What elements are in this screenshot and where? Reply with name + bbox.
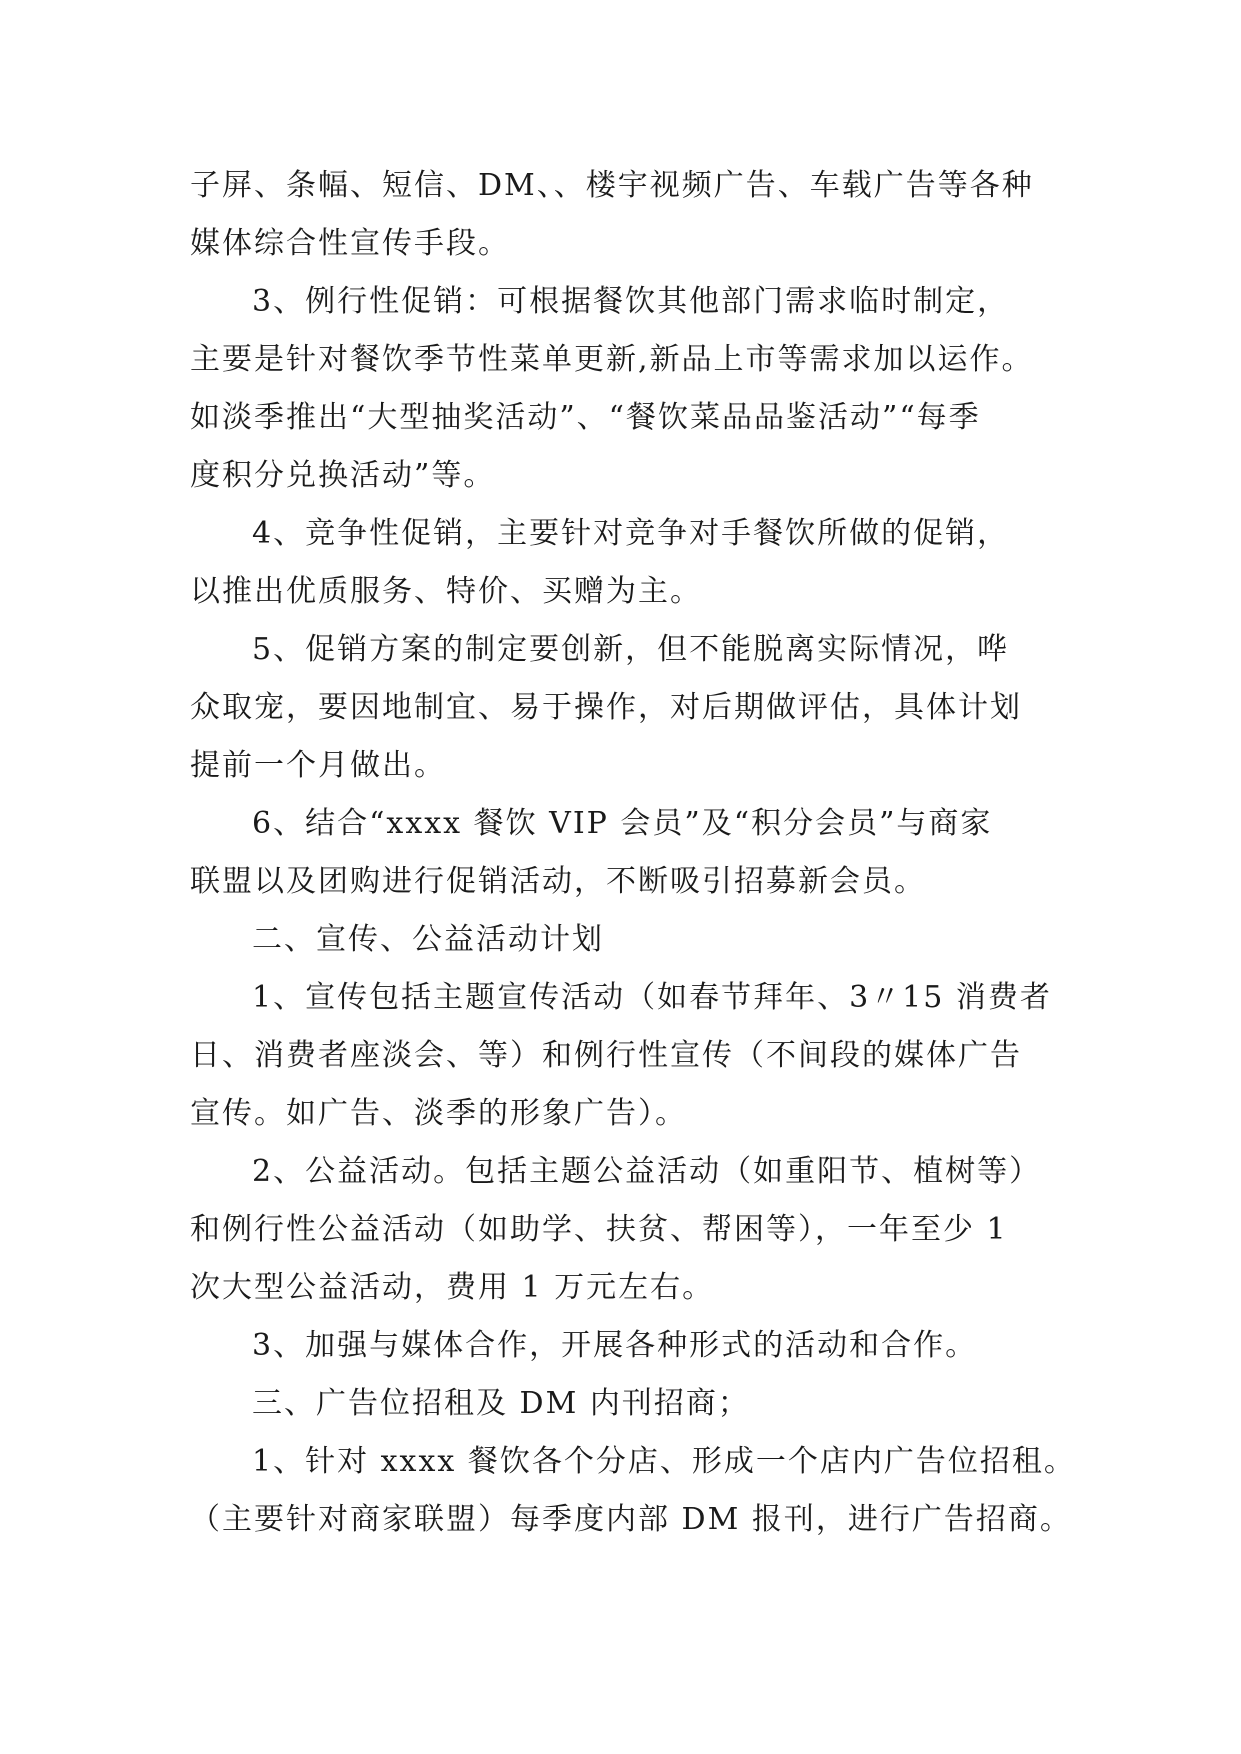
- text-line: 日、消费者座淡会、等）和例行性宣传（不间段的媒体广告: [190, 1038, 1022, 1073]
- document-body: [190, 157, 1076, 1549]
- text-line: 3、加强与媒体合作，开展各种形式的活动和合作。: [252, 1328, 978, 1363]
- text-line: 1、针对 xxxx 餐饮各个分店、形成一个店内广告位招租。: [252, 1444, 1076, 1479]
- text-line: 5、促销方案的制定要创新，但不能脱离实际情况，哗: [252, 632, 1010, 667]
- paragraph-promotion-plan: [190, 621, 1070, 795]
- text-line: 主要是针对餐饮季节性菜单更新,新品上市等需求加以运作。: [190, 342, 1034, 377]
- text-line: 2、公益活动。包括主题公益活动（如重阳节、植树等）: [252, 1154, 1042, 1189]
- text-line: 宣传。如广告、淡季的形象广告）。: [190, 1096, 687, 1131]
- paragraph-competitive-promotion: [190, 505, 1070, 621]
- paragraph-public-welfare: [190, 1143, 1070, 1317]
- paragraph-vip-members: [190, 795, 1070, 911]
- section-heading-publicity: [190, 911, 1070, 969]
- paragraph-ad-rental: [190, 1433, 1076, 1549]
- text-line: 提前一个月做出。: [190, 748, 446, 783]
- text-line: 媒体综合性宣传手段。: [190, 226, 510, 261]
- text-line: 6、结合“xxxx 餐饮 VIP 会员”及“积分会员”与商家: [252, 806, 993, 841]
- text-line: 和例行性公益活动（如助学、扶贫、帮困等），一年至少 1: [190, 1212, 1008, 1247]
- text-line: 以推出优质服务、特价、买赠为主。: [190, 574, 702, 609]
- text-line: 度积分兑换活动”等。: [190, 458, 496, 493]
- paragraph-media-cooperation: [190, 1317, 1070, 1375]
- text-line: 3、例行性促销：可根据餐饮其他部门需求临时制定，: [252, 284, 1010, 319]
- text-line: 子屏、条幅、短信、DM、、楼宇视频广告、车载广告等各种: [190, 168, 1034, 203]
- paragraph-media-list: [190, 157, 1070, 273]
- section-heading: 二、宣传、公益活动计划: [252, 922, 604, 957]
- section-heading: 三、广告位招租及 DM 内刊招商；: [252, 1386, 750, 1421]
- text-line: 联盟以及团购进行促销活动，不断吸引招募新会员。: [190, 864, 926, 899]
- text-line: 1、宣传包括主题宣传活动（如春节拜年、3〃15 消费者: [252, 980, 1052, 1015]
- text-line: 如淡季推出“大型抽奖活动”、“餐饮菜品品鉴活动”“每季: [190, 400, 981, 435]
- text-line: 次大型公益活动，费用 1 万元左右。: [190, 1270, 715, 1305]
- text-line: 4、竞争性促销，主要针对竞争对手餐饮所做的促销，: [252, 516, 1010, 551]
- paragraph-publicity: [190, 969, 1070, 1143]
- section-heading-advertising: [190, 1375, 1070, 1433]
- text-line: 众取宠，要因地制宜、易于操作，对后期做评估，具体计划: [190, 690, 1022, 725]
- text-line: （主要针对商家联盟）每季度内部 DM 报刊，进行广告招商。: [190, 1502, 1072, 1537]
- paragraph-routine-promotion: [190, 273, 1070, 505]
